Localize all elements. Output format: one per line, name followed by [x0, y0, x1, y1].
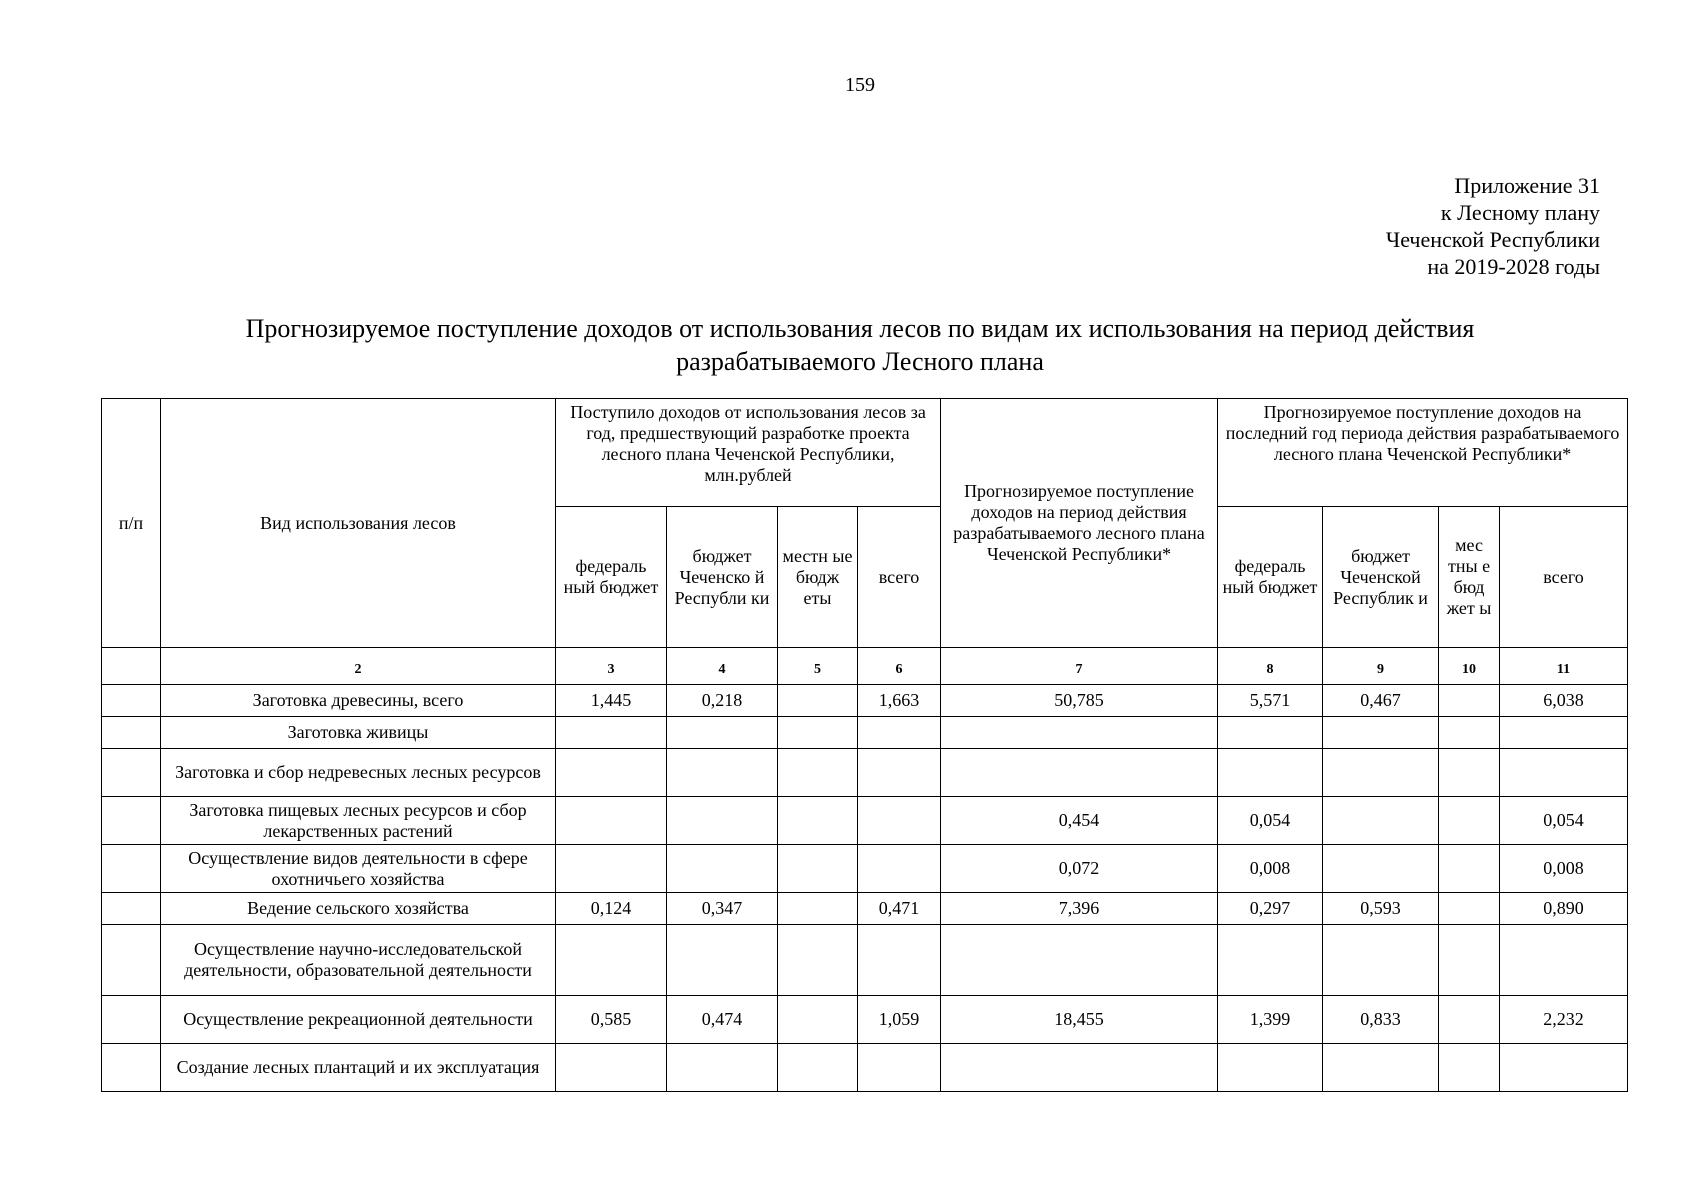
cell-local-forecast	[1439, 893, 1500, 925]
cell-pp	[102, 749, 161, 797]
table-row	[102, 925, 1628, 996]
header-total: всего	[858, 507, 941, 648]
cell-chechen	[667, 925, 778, 996]
table-row	[102, 1044, 1628, 1092]
column-number: 5	[778, 648, 858, 685]
column-number: 11	[1500, 648, 1628, 685]
cell-chechen-forecast	[1323, 749, 1439, 797]
cell-chechen-forecast	[1323, 925, 1439, 996]
column-number	[102, 648, 161, 685]
cell-total	[858, 797, 941, 845]
cell-total-forecast: 0,890	[1500, 893, 1628, 925]
cell-total-forecast	[1500, 749, 1628, 797]
cell-local-forecast	[1439, 1044, 1500, 1092]
table-row	[102, 717, 1628, 749]
column-number: 9	[1323, 648, 1439, 685]
cell-pp	[102, 685, 161, 717]
cell-chechen-forecast	[1323, 845, 1439, 893]
cell-chechen	[667, 845, 778, 893]
cell-local	[778, 797, 858, 845]
cell-chechen	[667, 797, 778, 845]
cell-chechen: 0,474	[667, 996, 778, 1044]
cell-federal-forecast	[1218, 749, 1323, 797]
column-number: 6	[858, 648, 941, 685]
header-chechen-budget-forecast: бюджет Чеченской Республик и	[1323, 507, 1439, 648]
header-received-group: Поступило доходов от использования лесов за год, предшествующий разработке проекта лесного плана Чеченской Республики, млн.рублей	[556, 399, 941, 507]
cell-forecast-period	[941, 749, 1218, 797]
document-title	[160, 312, 1560, 378]
cell-local-forecast	[1439, 797, 1500, 845]
cell-federal-forecast	[1218, 925, 1323, 996]
title-line-2: разрабатываемого Лесного плана	[676, 347, 1044, 376]
appendix-line-2: к Лесному плану	[1440, 200, 1600, 225]
revenue-table	[101, 398, 1628, 1092]
cell-local	[778, 749, 858, 797]
cell-total-forecast	[1500, 1044, 1628, 1092]
cell-pp	[102, 1044, 161, 1092]
column-number-row	[102, 648, 1628, 685]
header-local-budgets: местн ые бюдж еты	[778, 507, 858, 648]
cell-pp	[102, 925, 161, 996]
cell-forecast-period	[941, 925, 1218, 996]
cell-use-type: Заготовка древесины, всего	[161, 685, 556, 717]
table-row	[102, 893, 1628, 925]
cell-local-forecast	[1439, 685, 1500, 717]
table-row	[102, 797, 1628, 845]
column-number: 3	[556, 648, 667, 685]
cell-forecast-period: 18,455	[941, 996, 1218, 1044]
cell-forecast-period: 0,072	[941, 845, 1218, 893]
cell-federal-forecast: 0,054	[1218, 797, 1323, 845]
header-forecast-last-year-group: Прогнозируемое поступление доходов на последний год периода действия разрабатываемого лесного плана Чеченской Республики*	[1218, 399, 1628, 507]
cell-local-forecast	[1439, 925, 1500, 996]
cell-local	[778, 845, 858, 893]
cell-chechen	[667, 749, 778, 797]
appendix-line-3: Чеченской Республики	[1385, 227, 1600, 252]
header-federal-budget: федераль ный бюджет	[556, 507, 667, 648]
table-row	[102, 685, 1628, 717]
column-number: 8	[1218, 648, 1323, 685]
cell-chechen	[667, 717, 778, 749]
cell-total-forecast: 0,008	[1500, 845, 1628, 893]
header-federal-budget-forecast: федераль ный бюджет	[1218, 507, 1323, 648]
cell-total	[858, 1044, 941, 1092]
appendix-line-1: Приложение 31	[1454, 173, 1600, 198]
cell-pp	[102, 797, 161, 845]
cell-total	[858, 717, 941, 749]
header-chechen-budget: бюджет Чеченско й Республи ки	[667, 507, 778, 648]
cell-pp	[102, 845, 161, 893]
cell-federal	[556, 1044, 667, 1092]
cell-chechen	[667, 1044, 778, 1092]
cell-local	[778, 893, 858, 925]
cell-local-forecast	[1439, 996, 1500, 1044]
cell-local	[778, 717, 858, 749]
cell-local	[778, 1044, 858, 1092]
cell-chechen-forecast: 0,467	[1323, 685, 1439, 717]
cell-use-type: Заготовка и сбор недревесных лесных ресурсов	[161, 749, 556, 797]
cell-federal-forecast: 0,297	[1218, 893, 1323, 925]
cell-federal	[556, 845, 667, 893]
cell-chechen-forecast: 0,593	[1323, 893, 1439, 925]
cell-chechen-forecast: 0,833	[1323, 996, 1439, 1044]
cell-use-type: Заготовка живицы	[161, 717, 556, 749]
cell-local-forecast	[1439, 845, 1500, 893]
column-number: 4	[667, 648, 778, 685]
cell-chechen-forecast	[1323, 717, 1439, 749]
cell-federal: 1,445	[556, 685, 667, 717]
appendix-line-4: на 2019-2028 годы	[1427, 254, 1600, 279]
cell-federal-forecast	[1218, 1044, 1323, 1092]
title-line-1: Прогнозируемое поступление доходов от использования лесов по видам их использования на период действия	[245, 314, 1475, 343]
cell-federal: 0,124	[556, 893, 667, 925]
cell-total-forecast	[1500, 925, 1628, 996]
cell-chechen: 0,347	[667, 893, 778, 925]
cell-local-forecast	[1439, 749, 1500, 797]
cell-total	[858, 845, 941, 893]
cell-federal-forecast: 5,571	[1218, 685, 1323, 717]
cell-total-forecast: 2,232	[1500, 996, 1628, 1044]
cell-use-type: Осуществление рекреационной деятельности	[161, 996, 556, 1044]
cell-federal	[556, 749, 667, 797]
cell-federal-forecast	[1218, 717, 1323, 749]
cell-total-forecast	[1500, 717, 1628, 749]
cell-use-type: Осуществление научно-исследовательской деятельности, образовательной деятельности	[161, 925, 556, 996]
cell-federal	[556, 717, 667, 749]
header-pp: п/п	[102, 399, 161, 648]
cell-total	[858, 749, 941, 797]
cell-forecast-period: 7,396	[941, 893, 1218, 925]
cell-use-type: Осуществление видов деятельности в сфере охотничьего хозяйства	[161, 845, 556, 893]
table-row	[102, 749, 1628, 797]
cell-forecast-period: 50,785	[941, 685, 1218, 717]
header-forecast-period: Прогнозируемое поступление доходов на период действия разрабатываемого лесного плана Чеченской Республики*	[941, 399, 1218, 648]
cell-pp	[102, 996, 161, 1044]
table-row	[102, 996, 1628, 1044]
cell-federal	[556, 925, 667, 996]
cell-use-type: Ведение сельского хозяйства	[161, 893, 556, 925]
cell-federal	[556, 797, 667, 845]
cell-local	[778, 685, 858, 717]
cell-local-forecast	[1439, 717, 1500, 749]
cell-total-forecast: 0,054	[1500, 797, 1628, 845]
cell-federal-forecast: 0,008	[1218, 845, 1323, 893]
page-number: 159	[845, 74, 875, 96]
cell-total	[858, 925, 941, 996]
cell-federal: 0,585	[556, 996, 667, 1044]
header-local-budgets-forecast: мес тны е бюд жет ы	[1439, 507, 1500, 648]
cell-use-type: Создание лесных плантаций и их эксплуатация	[161, 1044, 556, 1092]
cell-total-forecast: 6,038	[1500, 685, 1628, 717]
cell-federal-forecast: 1,399	[1218, 996, 1323, 1044]
cell-use-type: Заготовка пищевых лесных ресурсов и сбор лекарственных растений	[161, 797, 556, 845]
appendix-note	[1386, 172, 1600, 280]
cell-local	[778, 925, 858, 996]
cell-total: 0,471	[858, 893, 941, 925]
header-use-type: Вид использования лесов	[161, 399, 556, 648]
cell-chechen-forecast	[1323, 797, 1439, 845]
cell-total: 1,663	[858, 685, 941, 717]
table-row	[102, 845, 1628, 893]
column-number: 2	[161, 648, 556, 685]
column-number: 10	[1439, 648, 1500, 685]
cell-local	[778, 996, 858, 1044]
cell-pp	[102, 717, 161, 749]
cell-forecast-period: 0,454	[941, 797, 1218, 845]
column-number: 7	[941, 648, 1218, 685]
cell-chechen: 0,218	[667, 685, 778, 717]
cell-pp	[102, 893, 161, 925]
cell-chechen-forecast	[1323, 1044, 1439, 1092]
cell-forecast-period	[941, 717, 1218, 749]
cell-total: 1,059	[858, 996, 941, 1044]
cell-forecast-period	[941, 1044, 1218, 1092]
header-total-forecast: всего	[1500, 507, 1628, 648]
